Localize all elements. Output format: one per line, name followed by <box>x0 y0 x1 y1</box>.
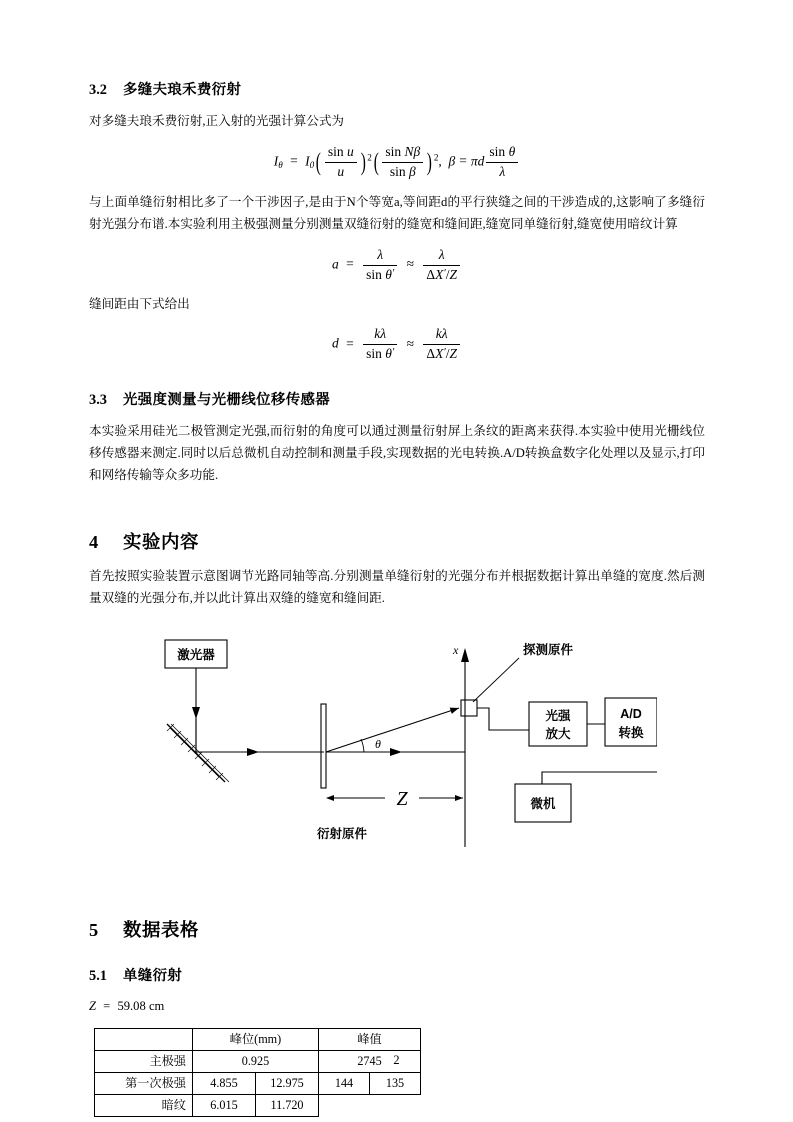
beam-right-arrow-2 <box>390 748 402 756</box>
detector-label: 探测原件 <box>523 642 574 657</box>
z-distance-label: Z <box>396 787 408 810</box>
heading-3-2 <box>89 78 705 99</box>
heading-5-1 <box>89 964 705 985</box>
setup-diagram-svg <box>137 632 657 864</box>
cell-dark-fringe-value-empty <box>319 1094 421 1116</box>
heading-4 <box>89 528 705 554</box>
cell-first-max-value-2: 135 <box>370 1072 421 1094</box>
cell-first-max-position-2: 12.975 <box>256 1072 319 1094</box>
paragraph-1: 对多缝夫琅禾费衍射,正入射的光强计算公式为 <box>89 114 345 128</box>
heading-3-2-number: 3.2 <box>89 82 107 98</box>
diffracted-ray <box>326 708 459 752</box>
detector-box <box>461 700 477 716</box>
x-axis-arrow <box>461 648 469 662</box>
cell-first-max-value-1: 144 <box>319 1072 370 1094</box>
row-label-dark-fringe: 暗纹 <box>95 1094 193 1116</box>
page-number: 2 <box>393 1053 400 1067</box>
experiment-setup-figure <box>89 632 705 864</box>
heading-4-number: 4 <box>89 532 99 553</box>
table-header-peak-value: 峰值 <box>319 1028 421 1050</box>
computer-label: 微机 <box>530 796 556 811</box>
heading-4-title: 实验内容 <box>123 532 199 553</box>
x-axis-label: x <box>453 642 459 657</box>
detector-leader-line <box>473 658 519 702</box>
theta-angle-arc <box>361 739 364 752</box>
ad-label-line2: 转换 <box>618 725 644 740</box>
diffraction-element-label: 衍射原件 <box>316 826 368 841</box>
cell-first-max-position-1: 4.855 <box>193 1072 256 1094</box>
heading-3-3-title: 光强度测量与光栅线位移传感器 <box>123 392 331 409</box>
table-row <box>95 1072 421 1094</box>
mirror-icon <box>167 724 229 782</box>
z-equals: = <box>103 998 111 1013</box>
heading-3-3 <box>89 388 705 409</box>
paragraph-3: 缝间距由下式给出 <box>89 296 190 311</box>
heading-3-3-number: 3.3 <box>89 392 107 409</box>
table-row <box>95 1094 421 1116</box>
beam-right-arrow-1 <box>247 748 259 756</box>
page-content <box>89 78 705 1117</box>
table-header-peak-position: 峰位(mm) <box>193 1028 319 1050</box>
single-slit-data-table <box>94 1028 421 1117</box>
heading-5 <box>89 916 705 942</box>
row-label-main-max: 主极强 <box>95 1050 193 1072</box>
diffraction-element-plate <box>321 704 326 788</box>
laser-box-label: 激光器 <box>177 647 215 662</box>
z-unit: cm <box>148 998 165 1013</box>
row-label-first-max: 第一次极强 <box>95 1072 193 1094</box>
paragraph-4: 本实验采用硅光二极管测定光强,而衍射的角度可以通过测量衍射屏上条纹的距离来获得.本实验中使用光栅线位移传感器来测定.同时以后总微机自动控制和测量手段,实现数据的光电转换.A/D转换盒数字化处理以及显示,打印和网络传输等众多功能. <box>89 424 705 482</box>
z-measurement-line <box>89 999 705 1014</box>
heading-5-1-number: 5.1 <box>89 967 107 984</box>
beam-down-arrow <box>192 707 200 719</box>
paragraph-5: 首先按照实验装置示意图调节光路同轴等高.分别测量单缝衍射的光强分布并根据数据计算出单缝的宽度.然后测量双缝的光强分布,并以此计算出双缝的缝宽和缝间距. <box>89 569 705 605</box>
z-value: 59.08 <box>117 998 146 1013</box>
heading-5-title: 数据表格 <box>123 919 199 940</box>
paragraph-2: 与上面单缝衍射相比多了一个干涉因子,是由于N个等宽a,等间距d的平行狭缝之间的干涉造成的,这影响了多缝衍射光强分布谱.本实验利用主极强测量分别测量双缝衍射的缝宽和缝间距,缝宽同单缝衍射,缝宽使用暗纹计算 <box>89 195 705 232</box>
table-header-row <box>95 1028 421 1050</box>
cell-main-max-value: 2745 <box>319 1050 421 1072</box>
equation-3: d = $\frac{k\lambda}{\sin \theta'}$ ≈ $\frac{k\lambda}{\Delta X'/Z}$ <box>89 326 705 363</box>
table-corner-cell <box>95 1028 193 1050</box>
equation-1: Iθ = I0( $\frac{\text{sin u}}{u}$ ) $^2$( $\frac{\text{sin Nβ}}{\text{sin β}}$ ) $^2$, β = πd $\frac{\text{sin θ}}{\lambda}$ <box>89 144 705 181</box>
cell-main-max-position: 0.925 <box>193 1050 319 1072</box>
equation-2: a = $\frac{\lambda}{\sin \theta'}$ ≈ $\frac{\lambda}{\Delta X'/Z}$ <box>89 247 705 284</box>
cell-dark-fringe-position-1: 6.015 <box>193 1094 256 1116</box>
heading-5-1-title: 单缝衍射 <box>123 967 183 984</box>
amplifier-label-line2: 放大 <box>545 726 571 741</box>
theta-label: θ <box>375 736 381 751</box>
wire-detector-to-amplifier <box>477 708 529 730</box>
heading-5-number: 5 <box>89 919 99 940</box>
heading-3-2-title: 多缝夫琅禾费衍射 <box>123 82 242 98</box>
amplifier-label-line1: 光强 <box>545 708 571 723</box>
ad-label-line1: A/D <box>620 706 642 721</box>
cell-dark-fringe-position-2: 11.720 <box>256 1094 319 1116</box>
z-symbol: Z <box>89 998 97 1013</box>
